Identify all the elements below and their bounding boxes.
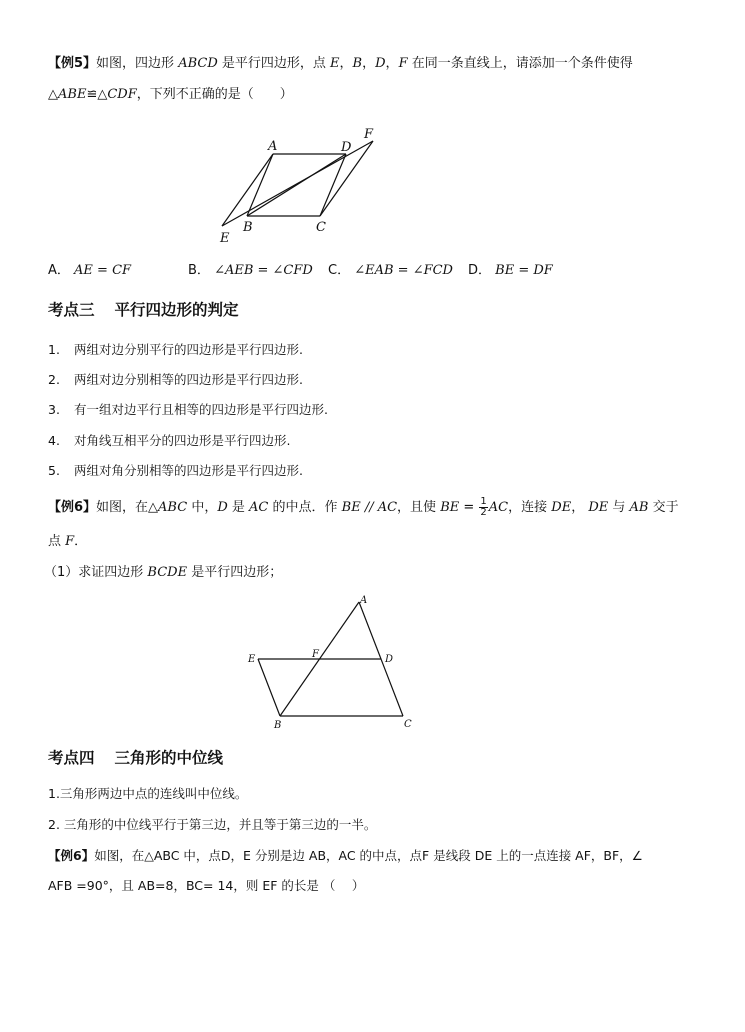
ex6-figure bbox=[240, 590, 420, 735]
section4-heading bbox=[48, 746, 223, 768]
section-title: 三角形的中位线 bbox=[114, 748, 224, 767]
text: 如图，在△ bbox=[96, 500, 159, 515]
section-number: 考点四 bbox=[48, 748, 95, 767]
option-key: A． bbox=[48, 263, 70, 278]
text: ， bbox=[385, 56, 399, 71]
label-E: E bbox=[220, 231, 230, 246]
option-key: B． bbox=[188, 263, 210, 278]
text: 如图，四边形 bbox=[96, 56, 179, 71]
option-key: D． bbox=[468, 263, 492, 278]
ex5-tag: 【例5】 bbox=[48, 56, 97, 71]
math: ABE bbox=[58, 87, 87, 102]
math: AC bbox=[488, 500, 509, 515]
item-number: 5. bbox=[48, 463, 60, 478]
text: 交于 bbox=[648, 500, 679, 515]
option-text: ∠AEB = ∠CFD bbox=[214, 263, 313, 278]
ex6-sub1 bbox=[44, 564, 282, 582]
ex5-figure bbox=[210, 120, 390, 250]
ex6b-line1 bbox=[48, 847, 643, 865]
text: ，下列不正确的是（ ） bbox=[136, 87, 293, 102]
text: 是 bbox=[227, 500, 250, 515]
option-text: ∠EAB = ∠FCD bbox=[354, 263, 453, 278]
ex6-line2 bbox=[48, 533, 87, 551]
label-C: C bbox=[404, 719, 412, 730]
text: 是平行四边形； bbox=[187, 565, 283, 580]
text: （1）求证四边形 bbox=[44, 565, 148, 580]
item-text: 两组对角分别相等的四边形是平行四边形. bbox=[74, 463, 303, 478]
math: DE bbox=[551, 500, 572, 515]
math: BE // AC bbox=[341, 500, 398, 515]
option-b[interactable] bbox=[188, 262, 328, 280]
item-text: 对角线互相平分的四边形是平行四边形. bbox=[74, 433, 291, 448]
label-C: C bbox=[316, 220, 326, 235]
label-B: B bbox=[274, 720, 282, 731]
text: 中， bbox=[187, 500, 218, 515]
text: 的中点．作 bbox=[268, 500, 342, 515]
text: ，且使 bbox=[397, 500, 441, 515]
text: 与 bbox=[608, 500, 630, 515]
text: ≌△ bbox=[86, 87, 108, 102]
text: ， bbox=[339, 56, 353, 71]
option-key: C． bbox=[328, 263, 351, 278]
math: CDF bbox=[107, 87, 137, 102]
math: ABC bbox=[158, 500, 188, 515]
item-text: 两组对边分别相等的四边形是平行四边形. bbox=[74, 372, 303, 387]
label-A: A bbox=[360, 595, 368, 606]
item-number: 2. bbox=[48, 372, 60, 387]
math: E bbox=[330, 56, 340, 71]
text: 是平行四边形，点 bbox=[217, 56, 331, 71]
list-item bbox=[48, 370, 303, 388]
item-number: 1. bbox=[48, 342, 60, 357]
item-number: 4. bbox=[48, 433, 60, 448]
math: BE bbox=[440, 500, 460, 515]
list-item bbox=[48, 431, 290, 449]
ex6-tag: 【例6】 bbox=[48, 500, 97, 515]
text: ，连接 bbox=[508, 500, 552, 515]
option-d[interactable] bbox=[468, 262, 553, 280]
math: F bbox=[65, 534, 75, 549]
section-title: 平行四边形的判定 bbox=[114, 300, 239, 319]
list-item: 1.三角形两边中点的连线叫中位线。 bbox=[48, 786, 248, 801]
text: △ bbox=[48, 87, 58, 102]
text: ， bbox=[571, 500, 589, 515]
fraction-denominator: 2 bbox=[480, 507, 487, 518]
ex5-line2 bbox=[48, 86, 293, 104]
item-text: 两组对边分别平行的四边形是平行四边形. bbox=[74, 342, 303, 357]
fraction-numerator: 1 bbox=[480, 496, 487, 507]
seg-BD bbox=[247, 154, 346, 216]
label-F: F bbox=[312, 649, 319, 660]
label-A: A bbox=[268, 139, 278, 154]
option-c[interactable] bbox=[328, 262, 468, 280]
item-number: 3. bbox=[48, 402, 60, 417]
math: D bbox=[217, 500, 228, 515]
ex6-line1 bbox=[48, 496, 679, 520]
math: ABCD bbox=[178, 56, 218, 71]
math: AC bbox=[249, 500, 269, 515]
list-item bbox=[48, 400, 328, 418]
text: 在同一条直线上，请添加一个条件使得 bbox=[407, 56, 633, 71]
ex6b-line2: AFB =90°，且 AB=8，BC= 14，则 EF 的长是 （ ） bbox=[48, 878, 365, 893]
math: BCDE bbox=[147, 565, 188, 580]
label-F: F bbox=[364, 127, 374, 142]
text: ． bbox=[74, 534, 88, 549]
text: 点 bbox=[48, 534, 66, 549]
list-item bbox=[48, 340, 303, 358]
math: B bbox=[352, 56, 363, 71]
label-E: E bbox=[248, 654, 256, 665]
ex5-line1 bbox=[48, 55, 633, 73]
option-text: BE = DF bbox=[495, 263, 553, 278]
text: = bbox=[459, 500, 479, 515]
text: 如图，在△ABC 中，点D，E 分别是边 AB，AC 的中点，点F 是线段 DE 上的一点连接 AF，BF，∠ bbox=[94, 848, 643, 863]
label-D: D bbox=[385, 654, 394, 665]
section3-heading bbox=[48, 298, 239, 320]
item-text: 有一组对边平行且相等的四边形是平行四边形. bbox=[74, 402, 328, 417]
ex5-options bbox=[48, 262, 553, 280]
option-text: AE = CF bbox=[74, 263, 132, 278]
math: D bbox=[375, 56, 386, 71]
list-item bbox=[48, 461, 303, 479]
list-item: 2. 三角形的中位线平行于第三边，并且等于第三边的一半。 bbox=[48, 817, 377, 832]
ex6b-tag: 【例6】 bbox=[48, 848, 95, 863]
math: AB bbox=[629, 500, 649, 515]
text: ， bbox=[362, 56, 376, 71]
math: F bbox=[398, 56, 408, 71]
option-a[interactable] bbox=[48, 262, 188, 280]
math: DE bbox=[588, 500, 609, 515]
label-D: D bbox=[341, 140, 352, 155]
seg-EB bbox=[258, 659, 280, 716]
label-B: B bbox=[243, 220, 253, 235]
section-number: 考点三 bbox=[48, 300, 95, 319]
fraction-half bbox=[479, 497, 487, 518]
